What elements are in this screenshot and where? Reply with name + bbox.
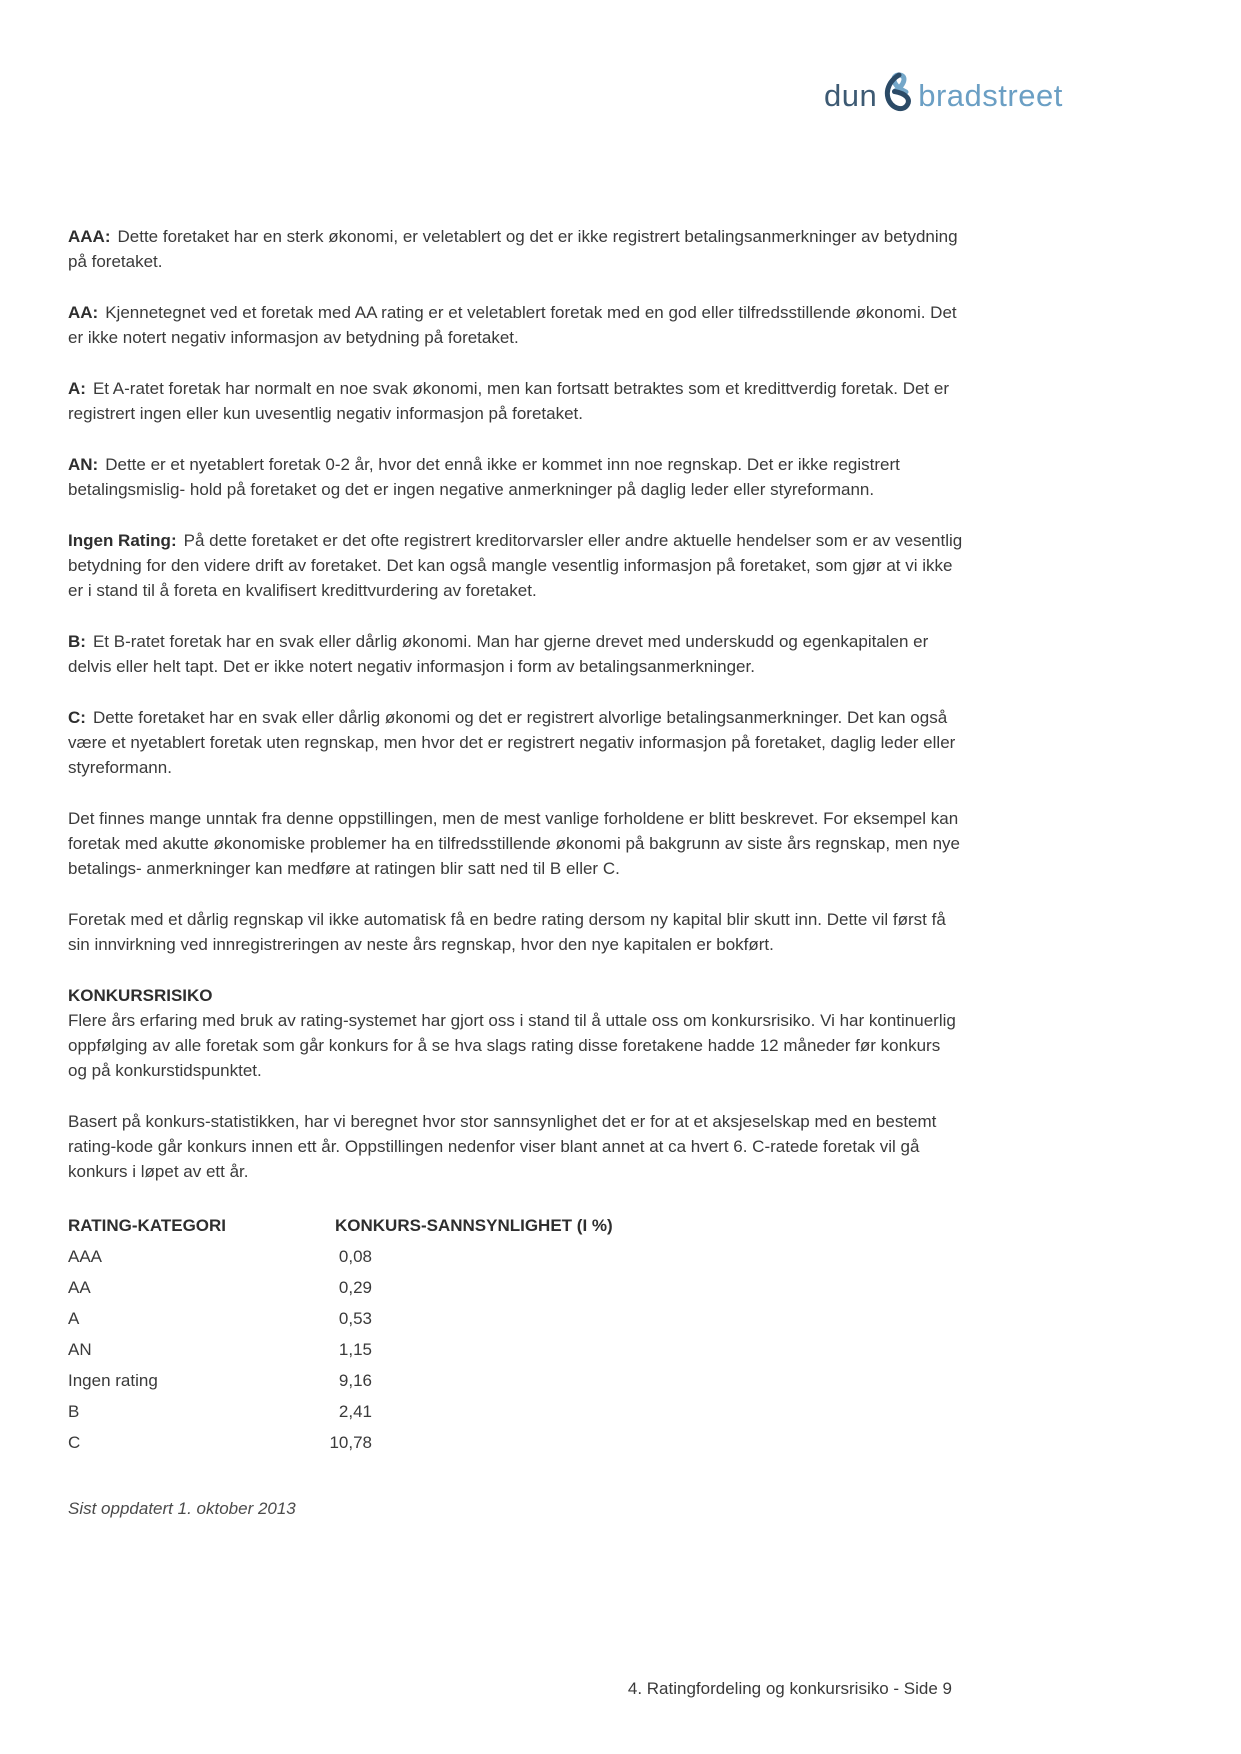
rating-label: Ingen Rating: xyxy=(68,531,177,550)
rating-text: Dette foretaket har en svak eller dårlig økonomi og det er registrert alvorlige betalingsanmerkninger. Det kan også være et nyetablert foretak uten regnskap, men hvor det er registrert negativ informasjon på foretaket, daglig leder eller styreformann. xyxy=(68,708,956,777)
ampersand-icon xyxy=(879,71,917,115)
konkurs-sannsynlighet-table xyxy=(68,1210,963,1458)
dun-bradstreet-logo xyxy=(824,76,1063,116)
section-heading-konkursrisiko: KONKURSRISIKO xyxy=(68,986,213,1005)
column-header-rating-kategori: RATING-KATEGORI xyxy=(68,1216,227,1235)
rating-text: Et B-ratet foretak har en svak eller dårlig økonomi. Man har gjerne drevet med underskudd og egenkapitalen er delvis eller helt tapt. Det er ikke notert negativ informasjon i form av betalingsanmerkninger. xyxy=(68,632,929,676)
main-content xyxy=(68,224,963,1521)
logo-text-dun: dun xyxy=(824,78,878,113)
table-row xyxy=(68,1396,963,1427)
rating-definition-aaa xyxy=(68,224,963,274)
rating-text: På dette foretaket er det ofte registrert kreditorvarsler eller andre aktuelle hendelser som er av vesentlig betydning for den videre drift av foretaket. Det kan også mangle vesentlig informasjon på foretaket, som gjør at vi ikke er i stand til å foreta en kvalifisert kredittvurdering av foretaket. xyxy=(68,531,963,600)
probability-cell: 0,08 xyxy=(338,1247,372,1266)
konkursrisiko-paragraph-1: Flere års erfaring med bruk av rating-systemet har gjort oss i stand til å uttale oss om konkursrisiko. Vi har kontinuerlig oppfølging av alle foretak som går konkurs for å se hva slags rating disse foretakene hadde 12 måneder før konkurs og på konkurstidspunktet. xyxy=(68,1011,956,1080)
rating-text: Dette er et nyetablert foretak 0-2 år, hvor det ennå ikke er kommet inn noe regnskap. Det er ikke registrert betalingsmislig- hold på foretaket og det er ingen negative anmerkninger på daglig leder eller styreformann. xyxy=(68,455,900,499)
rating-label: C: xyxy=(68,708,86,727)
table-header-row xyxy=(68,1210,963,1241)
table-row xyxy=(68,1241,963,1272)
rating-label: AN: xyxy=(68,455,99,474)
rating-definition-b xyxy=(68,629,963,679)
rating-label: AAA: xyxy=(68,227,111,246)
rating-definition-a xyxy=(68,376,963,426)
table-row xyxy=(68,1365,963,1396)
probability-cell: 9,16 xyxy=(338,1371,372,1390)
rating-category-cell: AA xyxy=(68,1278,91,1297)
probability-cell: 10,78 xyxy=(329,1433,372,1452)
rating-definition-c xyxy=(68,705,963,780)
rating-definition-an xyxy=(68,452,963,502)
rating-label: AA: xyxy=(68,303,99,322)
konkursrisiko-paragraph-2: Basert på konkurs-statistikken, har vi beregnet hvor stor sannsynlighet det er for at et aksjeselskap med en bestemt rating-kode går konkurs innen ett år. Oppstillingen nedenfor viser blant annet at ca hvert 6. C-ratede foretak vil gå konkurs i løpet av ett år. xyxy=(68,1112,937,1181)
page-footer: 4. Ratingfordeling og konkursrisiko - Side 9 xyxy=(627,1679,952,1698)
rating-label: A: xyxy=(68,379,86,398)
rating-category-cell: AN xyxy=(68,1340,92,1359)
probability-cell: 0,29 xyxy=(338,1278,372,1297)
rating-category-cell: AAA xyxy=(68,1247,103,1266)
logo-text-bradstreet: bradstreet xyxy=(918,78,1063,113)
note-new-capital: Foretak med et dårlig regnskap vil ikke automatisk få en bedre rating dersom ny kapital blir skutt inn. Dette vil først få sin innvirkning ved innregistreringen av neste års regnskap, hvor den nye kapitalen er bokført. xyxy=(68,910,946,954)
rating-text: Et A-ratet foretak har normalt en noe svak økonomi, men kan fortsatt betraktes som et kredittverdig foretak. Det er registrert ingen eller kun uvesentlig negativ informasjon på foretaket. xyxy=(68,379,949,423)
table-row xyxy=(68,1272,963,1303)
probability-cell: 1,15 xyxy=(338,1340,372,1359)
last-updated-note: Sist oppdatert 1. oktober 2013 xyxy=(68,1499,296,1518)
table-row xyxy=(68,1334,963,1365)
rating-category-cell: C xyxy=(68,1433,81,1452)
rating-definition-ingen-rating xyxy=(68,528,963,603)
rating-category-cell: Ingen rating xyxy=(68,1371,158,1390)
rating-category-cell: A xyxy=(68,1309,80,1328)
rating-definition-aa xyxy=(68,300,963,350)
note-exceptions: Det finnes mange unntak fra denne oppstillingen, men de mest vanlige forholdene er blitt beskrevet. For eksempel kan foretak med akutte økonomiske problemer ha en tilfredsstillende økonomi på bakgrunn av siste års regnskap, men nye betalings- anmerkninger kan medføre at ratingen blir satt ned til B eller C. xyxy=(68,809,961,878)
rating-text: Dette foretaket har en sterk økonomi, er veletablert og det er ikke registrert betalingsanmerkninger av betydning på foretaket. xyxy=(68,227,958,271)
column-header-konkurs-sannsynlighet: KONKURS-SANNSYNLIGHET (I %) xyxy=(335,1216,613,1235)
probability-cell: 0,53 xyxy=(338,1309,372,1328)
rating-text: Kjennetegnet ved et foretak med AA rating er et veletablert foretak med en god eller tilfredsstillende økonomi. Det er ikke notert negativ informasjon av betydning på foretaket. xyxy=(68,303,957,347)
rating-label: B: xyxy=(68,632,86,651)
table-row xyxy=(68,1303,963,1334)
probability-cell: 2,41 xyxy=(338,1402,372,1421)
rating-category-cell: B xyxy=(68,1402,80,1421)
table-row xyxy=(68,1427,963,1458)
